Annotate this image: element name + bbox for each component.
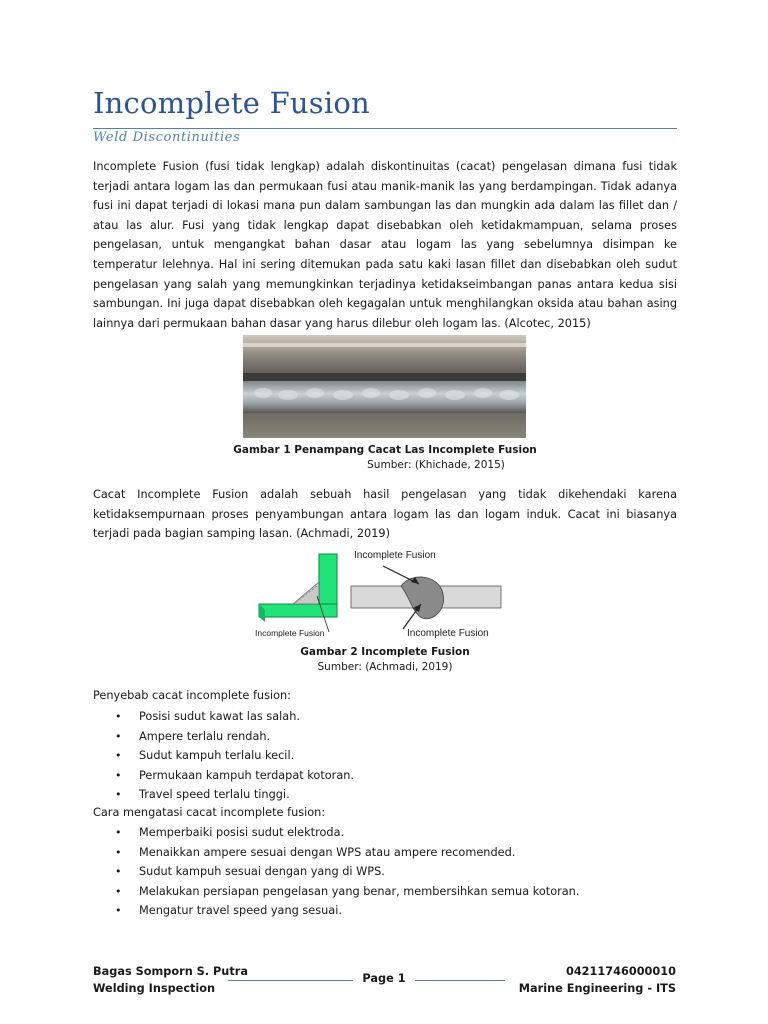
figure2-label-left: Incomplete Fusion [255,628,325,638]
list-item [112,727,354,747]
page-number: Page 1 [362,972,406,985]
list-item-text: Travel speed terlalu tinggi. [139,788,290,801]
list-item-text: Sudut kampuh terlalu kecil. [139,749,295,762]
figure2-caption: Gambar 2 Incomplete Fusion [300,646,470,658]
figure2-label-top: Incomplete Fusion [354,550,436,561]
figure1-source: Sumber: (Khichade, 2015) [367,459,505,471]
figure2-source: Sumber: (Achmadi, 2019) [317,661,453,673]
list-item [112,785,354,805]
list-item-text: Posisi sudut kawat las salah. [139,710,300,723]
footer-left [93,963,248,997]
bullet-icon: • [115,884,122,898]
second-paragraph: Cacat Incomplete Fusion adalah sebuah hasil pengelasan yang tidak dikehendaki karena ketidaksempurnaan proses penyambungan antara logam las dan logam induk. Cacat ini biasanya terjadi pada bagian samping lasan. (Achmadi, 2019) [93,488,677,541]
list-item [112,901,579,921]
list-item-text: Menaikkan ampere sesuai dengan WPS atau ampere recomended. [139,845,516,859]
causes-list [112,707,354,805]
figure2-diagram [251,544,508,644]
list-item [112,746,354,766]
solutions-list [112,823,579,921]
bullet-icon: • [115,845,122,859]
list-item-text: Mengatur travel speed yang sesuai. [139,904,342,917]
list-item [112,823,579,843]
causes-heading: Penyebab cacat incomplete fusion: [93,689,291,702]
page-subtitle: Weld Discontinuities [93,130,241,145]
bullet-icon: • [115,865,122,878]
list-item-text: Melakukan persiapan pengelasan yang benar, membersihkan semua kotoran. [139,884,580,898]
figure2-label-bottom: Incomplete Fusion [407,628,489,639]
list-item [112,766,354,786]
footer-course: Welding Inspection [93,982,216,995]
footer-author: Bagas Somporn S. Putra [93,965,248,978]
figure1-weld-photo [243,335,526,438]
bullet-icon: • [115,826,122,839]
footer-right [519,963,676,997]
bullet-icon: • [115,710,122,723]
footer-divider-left [228,980,353,981]
list-item [112,707,354,727]
bullet-icon: • [115,904,122,917]
page-title: Incomplete Fusion [93,86,370,120]
footer-department: Marine Engineering - ITS [518,982,676,995]
bullet-icon: • [115,749,122,762]
footer-student-id: 04211746000010 [565,965,676,978]
bullet-icon: • [115,768,122,782]
list-item [112,862,579,882]
list-item [112,843,579,863]
figure1-caption: Gambar 1 Penampang Cacat Las Incomplete Fusion [233,444,537,456]
bullet-icon: • [115,729,122,743]
intro-paragraph: Incomplete Fusion (fusi tidak lengkap) adalah diskontinuitas (cacat) pengelasan dimana fusi tidak terjadi antara logam las dan permukaan fusi atau manik-manik las yang berdampingan. Tidak adanya fusi ini dapat terjadi di lokasi mana pun dalam sambungan las dan mungkin ada dalam las fillet dan / atau las alur. Fusi yang tidak lengkap dapat disebabkan oleh ketidakmampuan, selama proses pengelasan, untuk mengangkat bahan dasar atau logam las yang sebelumnya disimpan ke temperatur lelehnya. Hal ini sering ditemukan pada satu kaki lasan fillet dan disebabkan oleh sudut pengelasan yang salah yang memungkinkan terjadinya ketidakseimbangan panas antara kedua sisi sambungan. Ini juga dapat disebabkan oleh kegagalan untuk menghilangkan oksida atau bahan asing lainnya dari permukaan bahan dasar yang harus dilebur oleh logam las. (Alcotec, 2015) [93,160,677,330]
list-item [112,882,579,902]
footer-divider-right [415,980,505,981]
title-divider [93,128,677,129]
list-item-text: Permukaan kampuh terdapat kotoran. [139,768,355,782]
solutions-heading: Cara mengatasi cacat incomplete fusion: [93,806,326,819]
bullet-icon: • [115,788,122,801]
list-item-text: Ampere terlalu rendah. [139,729,271,743]
list-item-text: Sudut kampuh sesuai dengan yang di WPS. [139,865,385,878]
list-item-text: Memperbaiki posisi sudut elektroda. [139,826,345,839]
